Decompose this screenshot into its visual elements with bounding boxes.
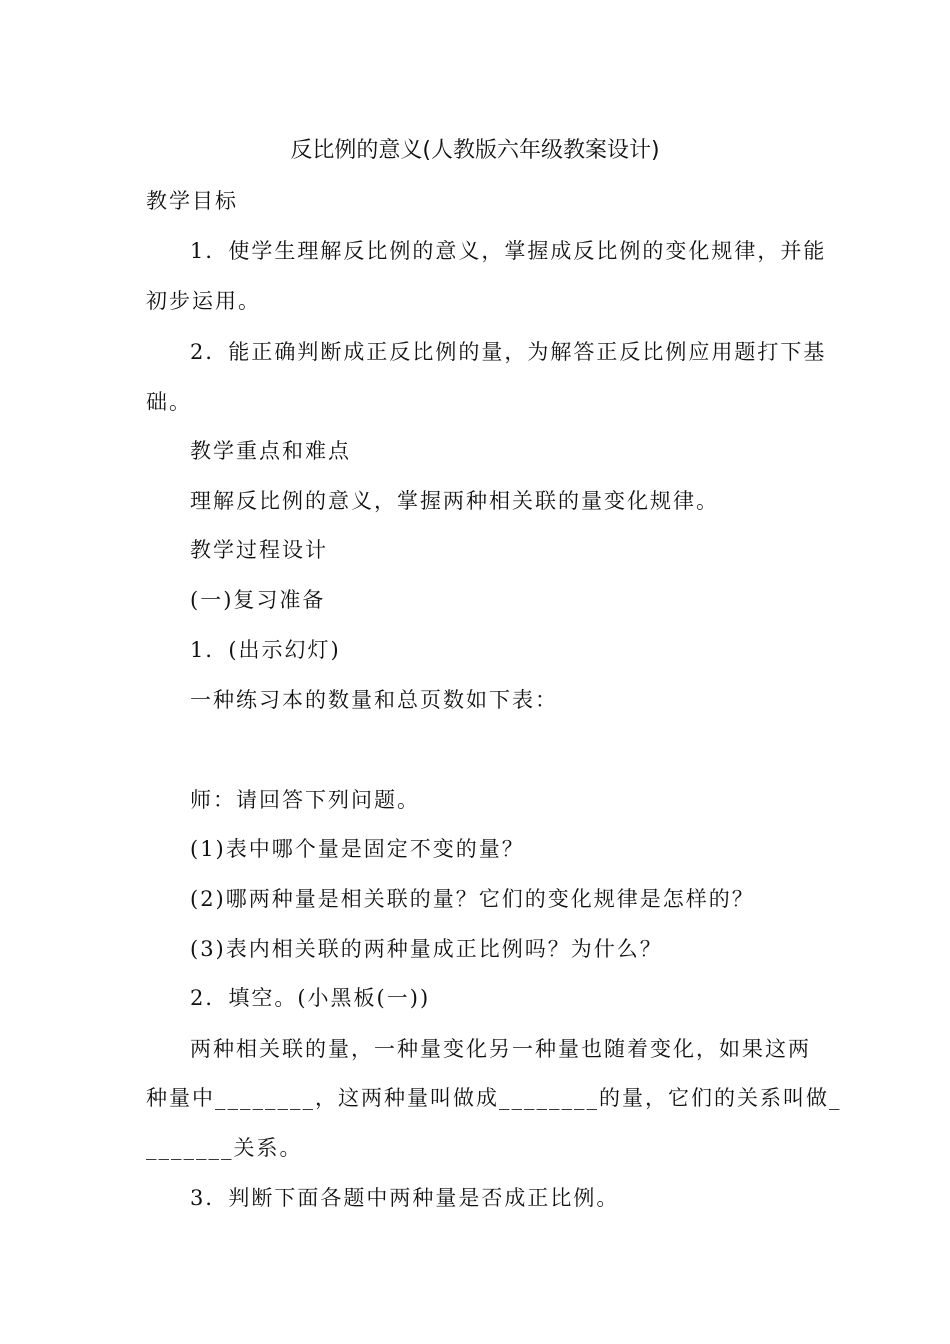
section-heading-process: 教学过程设计	[190, 538, 328, 562]
section-heading-key-points: 教学重点和难点	[190, 439, 351, 463]
review-item-1: 1．(出示幻灯)	[190, 638, 341, 662]
key-points-text: 理解反比例的意义，掌握两种相关联的量变化规律。	[190, 489, 719, 513]
teacher-prompt: 师：请回答下列问题。	[190, 788, 420, 812]
question-3: (3)表内相关联的两种量成正比例吗？为什么？	[190, 937, 663, 961]
goal-2-line-1: 2．能正确判断成正反比例的量，为解答正反比例应用题打下基	[190, 340, 827, 364]
goal-1-line-2: 初步运用。	[146, 289, 261, 313]
fill-blank-heading: 2．填空。(小黑板(一))	[190, 986, 431, 1010]
question-2: (2)哪两种量是相关联的量？它们的变化规律是怎样的？	[190, 887, 755, 911]
document-title: 反比例的意义(人教版六年级教案设计)	[290, 138, 660, 163]
fill-blank-line-2: 种量中________，这两种量叫做成________的量，它们的关系叫做_	[146, 1086, 842, 1110]
section-heading-teaching-goals: 教学目标	[146, 189, 238, 213]
fill-blank-line-1: 两种相关联的量，一种量变化另一种量也随着变化，如果这两	[190, 1037, 811, 1061]
question-1: (1)表中哪个量是固定不变的量？	[190, 837, 525, 861]
subsection-review: (一)复习准备	[190, 588, 326, 612]
goal-2-line-2: 础。	[146, 390, 192, 414]
goal-1-line-1: 1．使学生理解反比例的意义，掌握成反比例的变化规律，并能	[190, 239, 827, 263]
judge-heading: 3．判断下面各题中两种量是否成正比例。	[190, 1186, 620, 1210]
fill-blank-line-3: _______关系。	[146, 1136, 303, 1160]
review-table-intro: 一种练习本的数量和总页数如下表：	[190, 688, 558, 712]
